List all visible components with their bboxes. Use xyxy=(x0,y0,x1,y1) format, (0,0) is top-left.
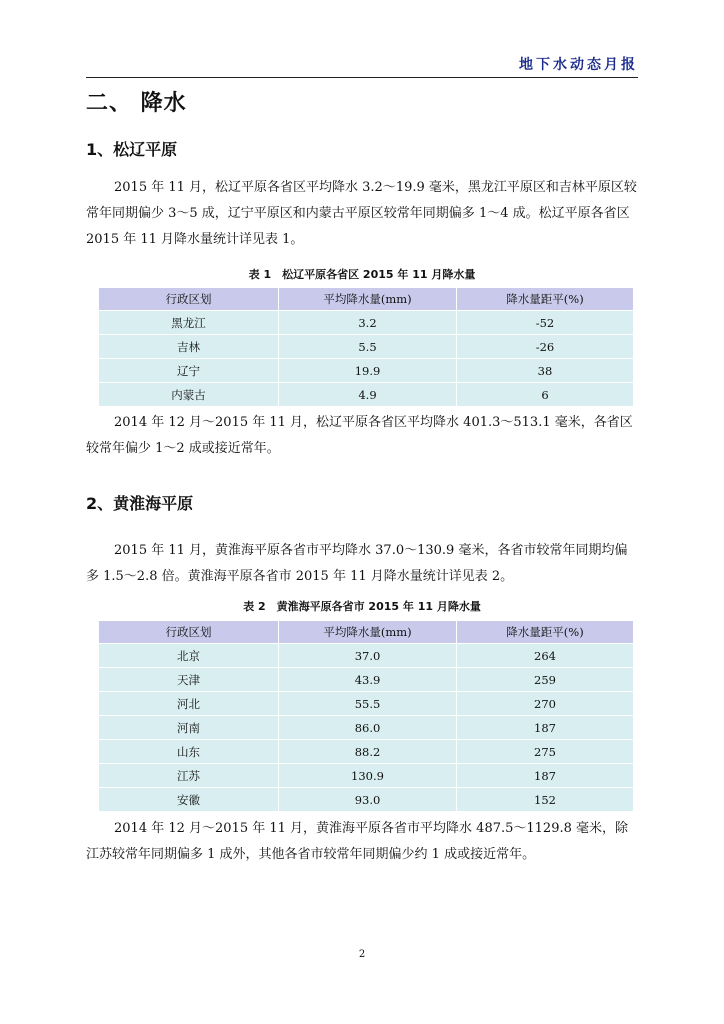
table-header-cell: 行政区划 xyxy=(99,621,279,644)
table-header-cell: 平均降水量(mm) xyxy=(279,621,457,644)
table-cell: 河南 xyxy=(99,716,279,740)
table-cell: 55.5 xyxy=(279,692,457,716)
table-header-row xyxy=(99,288,634,311)
table-cell: 93.0 xyxy=(279,788,457,812)
section-title: 二、 降水 xyxy=(86,91,187,116)
report-header-title: 地下水动态月报 xyxy=(519,57,638,73)
paragraph-huanghuaihai-monthly: 2015 年 11 月，黄淮海平原各省市平均降水 37.0～130.9 毫米，各省市较常年同期均偏多 1.5～2.8 倍。黄淮海平原各省市 2015 年 11 月降水量统计详见表 2。 xyxy=(86,543,628,584)
table-cell: 5.5 xyxy=(279,335,457,359)
table-cell: 安徽 xyxy=(99,788,279,812)
table-cell: 河北 xyxy=(99,692,279,716)
subsection-heading-songliao: 1、松辽平原 xyxy=(86,140,178,159)
table-cell: 江苏 xyxy=(99,764,279,788)
table-cell: 吉林 xyxy=(99,335,279,359)
table-cell: 6 xyxy=(457,383,634,407)
table-cell: 270 xyxy=(457,692,634,716)
table-header-cell: 降水量距平(%) xyxy=(457,288,634,311)
table-cell: 130.9 xyxy=(279,764,457,788)
paragraph-songliao-annual: 2014 年 12 月～2015 年 11 月，松辽平原各省区平均降水 401.3～513.1 毫米，各省区较常年偏少 1～2 成或接近常年。 xyxy=(86,415,633,456)
table-cell: 山东 xyxy=(99,740,279,764)
table-row xyxy=(99,788,634,812)
table-cell: 天津 xyxy=(99,668,279,692)
table-row xyxy=(99,644,634,668)
table-cell: 内蒙古 xyxy=(99,383,279,407)
table-cell: 黑龙江 xyxy=(99,311,279,335)
table-cell: -26 xyxy=(457,335,634,359)
table-row xyxy=(99,668,634,692)
page-number: 2 xyxy=(358,949,366,960)
table-cell: 38 xyxy=(457,359,634,383)
table-cell: 北京 xyxy=(99,644,279,668)
table-row xyxy=(99,383,634,407)
table-cell: 86.0 xyxy=(279,716,457,740)
table-row xyxy=(99,335,634,359)
table-row xyxy=(99,692,634,716)
paragraph-songliao-monthly: 2015 年 11 月，松辽平原各省区平均降水 3.2～19.9 毫米，黑龙江平原区和吉林平原区较常年同期偏少 3～5 成，辽宁平原区和内蒙古平原区较常年同期偏多 1～4 成。松辽平原各省区 2015 年 11 月降水量统计详见表 1。 xyxy=(86,180,637,247)
table-cell: 辽宁 xyxy=(99,359,279,383)
table-cell: 187 xyxy=(457,716,634,740)
table-row xyxy=(99,311,634,335)
table-header-cell: 平均降水量(mm) xyxy=(279,288,457,311)
table-cell: 88.2 xyxy=(279,740,457,764)
table1-caption: 表 1 松辽平原各省区 2015 年 11 月降水量 xyxy=(248,268,476,281)
table-cell: 259 xyxy=(457,668,634,692)
table-cell: -52 xyxy=(457,311,634,335)
header-divider xyxy=(86,77,638,78)
table-row xyxy=(99,764,634,788)
table-row xyxy=(99,740,634,764)
table-cell: 187 xyxy=(457,764,634,788)
table-cell: 275 xyxy=(457,740,634,764)
table-row xyxy=(99,359,634,383)
table-cell: 43.9 xyxy=(279,668,457,692)
table2-huanghuaihai-precipitation xyxy=(98,620,634,812)
table1-songliao-precipitation xyxy=(98,287,634,407)
table-cell: 264 xyxy=(457,644,634,668)
table-cell: 37.0 xyxy=(279,644,457,668)
table-row xyxy=(99,716,634,740)
table-cell: 4.9 xyxy=(279,383,457,407)
table-cell: 152 xyxy=(457,788,634,812)
table-cell: 19.9 xyxy=(279,359,457,383)
paragraph-huanghuaihai-annual: 2014 年 12 月～2015 年 11 月，黄淮海平原各省市平均降水 487.5～1129.8 毫米，除江苏较常年同期偏多 1 成外，其他各省市较常年同期偏少约 1 成或接近常年。 xyxy=(86,821,629,862)
table-header-cell: 降水量距平(%) xyxy=(457,621,634,644)
table2-caption: 表 2 黄淮海平原各省市 2015 年 11 月降水量 xyxy=(243,600,481,613)
table-cell: 3.2 xyxy=(279,311,457,335)
table-header-row xyxy=(99,621,634,644)
subsection-heading-huanghuaihai: 2、黄淮海平原 xyxy=(86,494,194,513)
table-header-cell: 行政区划 xyxy=(99,288,279,311)
